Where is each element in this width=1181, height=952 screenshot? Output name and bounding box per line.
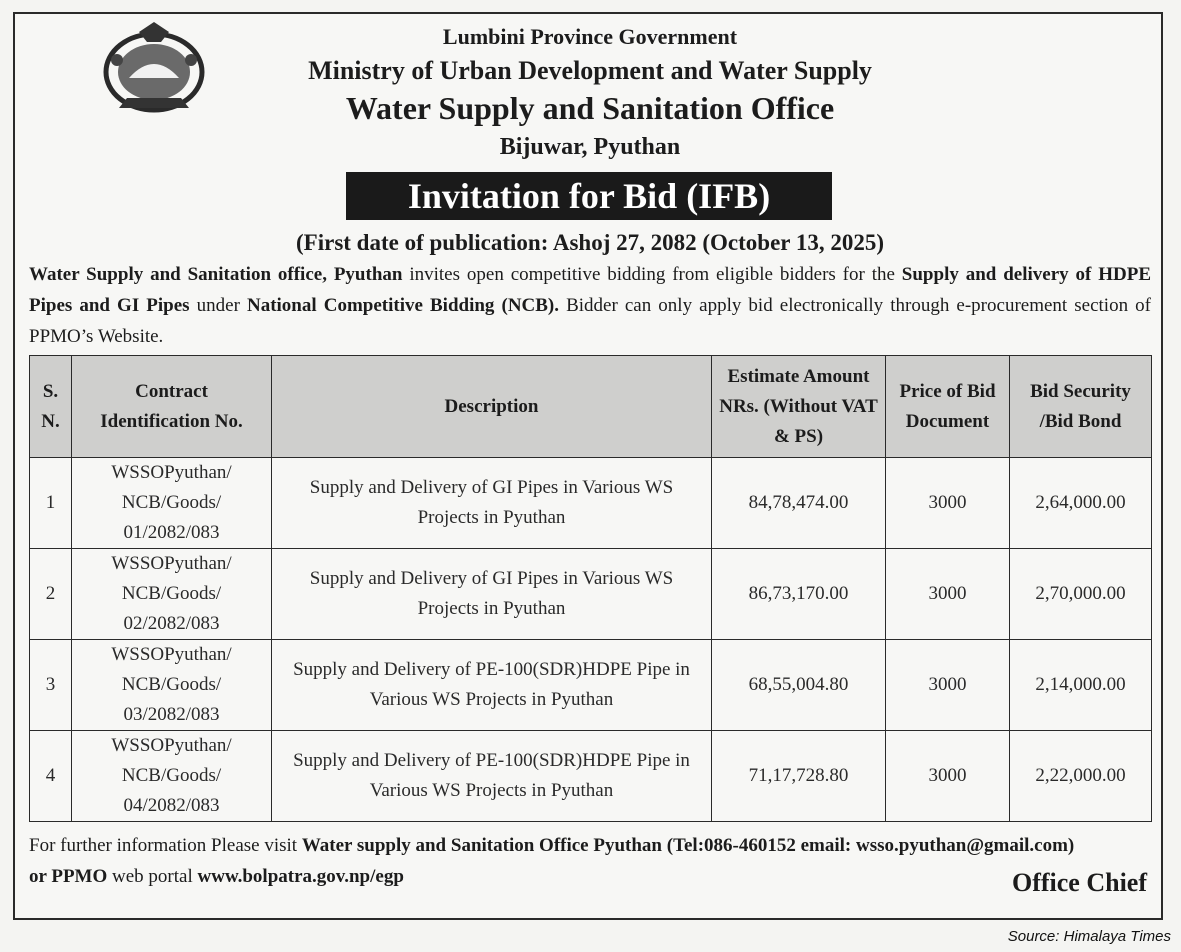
cell-security: 2,70,000.00	[1010, 549, 1152, 640]
intro-text-3: Bidder can only apply bid electronically through e-procurement section of PPMO’s Website.	[29, 295, 1151, 347]
cell-contract-id: WSSOPyuthan/ NCB/Goods/ 03/2082/083	[72, 640, 272, 731]
header-doc-price: Price of Bid Document	[886, 356, 1010, 458]
cell-estimate: 71,17,728.80	[712, 731, 886, 822]
table-row	[30, 640, 1152, 731]
cell-sn: 2	[30, 549, 72, 640]
office-location: Bijuwar, Pyuthan	[499, 134, 681, 160]
footer-office-contact: Water supply and Sanitation Office Pyuthan (Tel:086-460152 email: wsso.pyuthan@gmail.com)	[301, 835, 1075, 856]
cell-description: Supply and Delivery of GI Pipes in Various WS Projects in Pyuthan	[272, 458, 712, 549]
table-header-row	[30, 356, 1152, 458]
bid-notice	[13, 12, 1163, 920]
cell-description: Supply and Delivery of GI Pipes in Various WS Projects in Pyuthan	[272, 549, 712, 640]
cell-doc-price: 3000	[886, 458, 1010, 549]
cell-estimate: 84,78,474.00	[712, 458, 886, 549]
cell-description: Supply and Delivery of PE-100(SDR)HDPE Pipe in Various WS Projects in Pyuthan	[272, 640, 712, 731]
table-row	[30, 731, 1152, 822]
office-name: Water Supply and Sanitation Office	[345, 90, 835, 126]
footer-text-2: or PPMO	[29, 866, 108, 887]
header-security: Bid Security /Bid Bond	[1010, 356, 1152, 458]
cell-security: 2,22,000.00	[1010, 731, 1152, 822]
header-contract-id: Contract Identification No.	[72, 356, 272, 458]
cell-doc-price: 3000	[886, 549, 1010, 640]
cell-sn: 1	[30, 458, 72, 549]
cell-security: 2,14,000.00	[1010, 640, 1152, 731]
cell-contract-id: WSSOPyuthan/ NCB/Goods/ 04/2082/083	[72, 731, 272, 822]
intro-paragraph	[29, 259, 1151, 352]
header-description: Description	[272, 356, 712, 458]
table-row	[30, 458, 1152, 549]
government-name: Lumbini Province Government	[442, 24, 738, 49]
cell-contract-id: WSSOPyuthan/ NCB/Goods/ 02/2082/083	[72, 549, 272, 640]
footer-text-3: web portal	[107, 866, 198, 887]
intro-office-name: Water Supply and Sanitation office, Pyuthan	[29, 264, 403, 285]
cell-estimate: 68,55,004.80	[712, 640, 886, 731]
bid-table	[29, 355, 1152, 822]
intro-text-1: invites open competitive bidding from eligible bidders for the	[402, 264, 902, 285]
cell-doc-price: 3000	[886, 640, 1010, 731]
cell-doc-price: 3000	[886, 731, 1010, 822]
intro-method: National Competitive Bidding (NCB).	[246, 295, 560, 316]
footer-text-1: For further information Please visit	[29, 835, 302, 856]
ministry-name: Ministry of Urban Development and Water Supply	[308, 56, 872, 85]
footer-portal-link[interactable]: www.bolpatra.gov.np/egp	[197, 866, 404, 887]
cell-description: Supply and Delivery of PE-100(SDR)HDPE Pipe in Various WS Projects in Pyuthan	[272, 731, 712, 822]
intro-scope: Supply and delivery of HDPE Pipes and GI Pipes	[29, 264, 1152, 316]
cell-contract-id: WSSOPyuthan/ NCB/Goods/ 01/2082/083	[72, 458, 272, 549]
signatory: Office Chief	[1011, 868, 1147, 897]
cell-sn: 4	[30, 731, 72, 822]
intro-text-2: under	[189, 295, 247, 316]
table-row	[30, 549, 1152, 640]
cell-estimate: 86,73,170.00	[712, 549, 886, 640]
header-estimate: Estimate Amount NRs. (Without VAT & PS)	[712, 356, 886, 458]
publication-date: (First date of publication: Ashoj 27, 2082 (October 13, 2025)	[296, 230, 884, 255]
notice-title: Invitation for Bid (IFB)	[346, 172, 832, 220]
cell-sn: 3	[30, 640, 72, 731]
source-credit: Source: Himalaya Times	[1007, 928, 1171, 945]
header-sn: S. N.	[30, 356, 72, 458]
cell-security: 2,64,000.00	[1010, 458, 1152, 549]
footer-contact	[29, 830, 1151, 892]
